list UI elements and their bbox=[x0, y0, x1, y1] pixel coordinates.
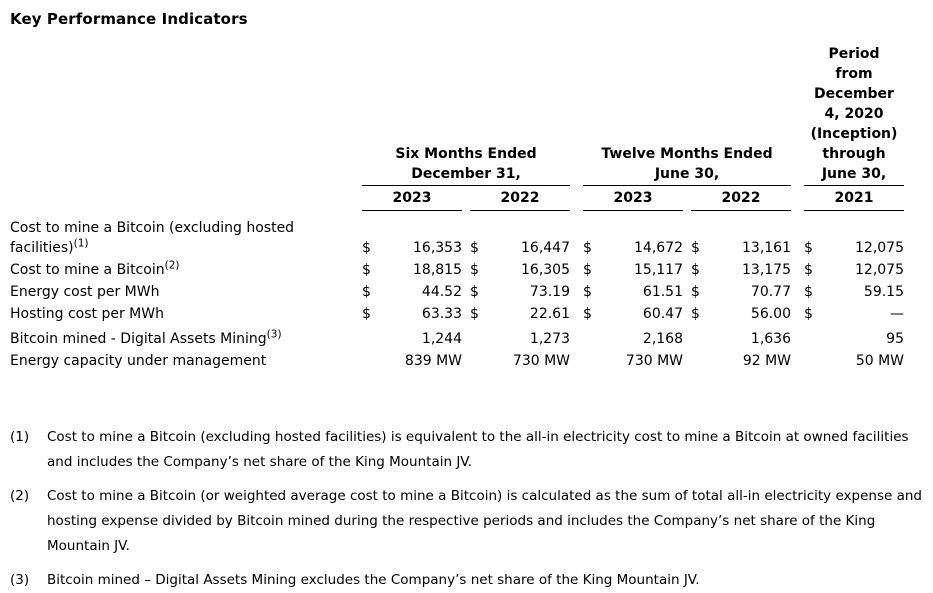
footnote bbox=[10, 425, 923, 475]
footnote bbox=[10, 484, 923, 559]
footnote-text: Cost to mine a Bitcoin (or weighted average cost to mine a Bitcoin) is calculated as the sum of total all-in electricity expense and hosting expense divided by Bitcoin mined during the respective periods and includes the Company’s net share of the King Mountain JV. bbox=[47, 488, 922, 554]
table-row bbox=[10, 260, 923, 280]
table-cell bbox=[583, 329, 683, 349]
cell-value: 12,075 bbox=[855, 262, 904, 278]
table-cell bbox=[583, 260, 683, 280]
cell-value: 1,273 bbox=[529, 331, 570, 347]
currency-symbol: $ bbox=[583, 306, 592, 322]
col-group-six-months-ended: Six Months Ended December 31, bbox=[362, 144, 570, 186]
table-cell bbox=[583, 282, 683, 302]
table-cell bbox=[470, 282, 570, 302]
row-label-text: Energy capacity under management bbox=[10, 353, 267, 369]
col-group-inception-period: Period from December 4, 2020 (Inception) through June 30, bbox=[804, 44, 904, 186]
footnote-ref: (2) bbox=[164, 259, 180, 272]
table-cell bbox=[470, 351, 570, 371]
cell-value: 73.19 bbox=[529, 284, 570, 300]
cell-value: 13,175 bbox=[742, 262, 791, 278]
table-row bbox=[10, 329, 923, 349]
col-group-twelve-months-ended: Twelve Months Ended June 30, bbox=[583, 144, 791, 186]
currency-symbol: $ bbox=[362, 284, 371, 300]
cell-value: 13,161 bbox=[742, 240, 791, 256]
cell-value: 59.15 bbox=[863, 284, 904, 300]
footnote-ref: (3) bbox=[266, 328, 282, 341]
table-cell bbox=[362, 260, 462, 280]
table-row bbox=[10, 351, 923, 371]
cell-value: 63.33 bbox=[421, 306, 462, 322]
currency-symbol: $ bbox=[362, 240, 371, 256]
table-cell bbox=[804, 282, 904, 302]
currency-symbol: $ bbox=[470, 306, 479, 322]
table-cell bbox=[362, 282, 462, 302]
table-cell bbox=[583, 304, 683, 324]
currency-symbol: $ bbox=[362, 306, 371, 322]
row-label-text: Hosting cost per MWh bbox=[10, 306, 164, 322]
cell-value: 18,815 bbox=[413, 262, 462, 278]
table-cell bbox=[804, 329, 904, 349]
table-row bbox=[10, 282, 923, 302]
footnote-marker: (1) bbox=[10, 429, 30, 445]
table-body bbox=[10, 218, 923, 371]
currency-symbol: $ bbox=[691, 306, 700, 322]
cell-value: 70.77 bbox=[750, 284, 791, 300]
table-cell bbox=[691, 282, 791, 302]
table-cell bbox=[470, 329, 570, 349]
cell-value: 50 MW bbox=[855, 353, 904, 369]
table-cell bbox=[691, 238, 791, 258]
cell-value: 839 MW bbox=[404, 353, 462, 369]
row-label bbox=[10, 329, 362, 349]
table-group-header-row bbox=[10, 44, 923, 186]
currency-symbol: $ bbox=[804, 284, 813, 300]
page-title: Key Performance Indicators bbox=[10, 10, 248, 28]
table-cell bbox=[470, 260, 570, 280]
table-cell bbox=[362, 238, 462, 258]
table-cell bbox=[362, 351, 462, 371]
footnote-text: Bitcoin mined – Digital Assets Mining excludes the Company’s net share of the King Mountain JV. bbox=[47, 572, 700, 588]
currency-symbol: $ bbox=[804, 240, 813, 256]
table-cell bbox=[804, 351, 904, 371]
cell-value: 2,168 bbox=[642, 331, 683, 347]
table-year-header-row bbox=[10, 186, 923, 211]
currency-symbol: $ bbox=[691, 262, 700, 278]
currency-symbol: $ bbox=[804, 262, 813, 278]
cell-value: 16,447 bbox=[521, 240, 570, 256]
currency-symbol: $ bbox=[691, 240, 700, 256]
table-cell bbox=[470, 238, 570, 258]
row-label bbox=[10, 282, 362, 302]
cell-value: 16,305 bbox=[521, 262, 570, 278]
row-label-text: Energy cost per MWh bbox=[10, 284, 160, 300]
table-cell bbox=[691, 260, 791, 280]
cell-value: 95 bbox=[886, 331, 904, 347]
table-cell bbox=[362, 329, 462, 349]
table-cell bbox=[583, 238, 683, 258]
footnote-marker: (2) bbox=[10, 488, 30, 504]
year-header: 2023 bbox=[362, 189, 462, 211]
year-header: 2022 bbox=[470, 189, 570, 211]
cell-value: 15,117 bbox=[634, 262, 683, 278]
cell-value: 61.51 bbox=[642, 284, 683, 300]
table-cell bbox=[583, 351, 683, 371]
currency-symbol: $ bbox=[470, 284, 479, 300]
row-label bbox=[10, 218, 362, 258]
cell-value: 16,353 bbox=[413, 240, 462, 256]
kpi-table bbox=[10, 44, 923, 371]
currency-symbol: $ bbox=[583, 240, 592, 256]
year-header: 2021 bbox=[804, 189, 904, 211]
currency-symbol: $ bbox=[583, 262, 592, 278]
currency-symbol: $ bbox=[583, 284, 592, 300]
cell-value: 12,075 bbox=[855, 240, 904, 256]
row-label-text: Bitcoin mined - Digital Assets Mining bbox=[10, 331, 267, 347]
cell-value: 44.52 bbox=[421, 284, 462, 300]
table-row bbox=[10, 218, 923, 258]
table-cell bbox=[362, 304, 462, 324]
footnote-marker: (3) bbox=[10, 572, 30, 588]
cell-value: 14,672 bbox=[634, 240, 683, 256]
cell-value: 60.47 bbox=[642, 306, 683, 322]
table-cell bbox=[470, 304, 570, 324]
cell-value: 730 MW bbox=[625, 353, 683, 369]
row-label bbox=[10, 304, 362, 324]
row-label bbox=[10, 351, 362, 371]
year-header: 2022 bbox=[691, 189, 791, 211]
row-label-text: Cost to mine a Bitcoin (excluding hosted facilities) bbox=[10, 220, 295, 256]
cell-value: 56.00 bbox=[750, 306, 791, 322]
table-cell bbox=[804, 260, 904, 280]
row-label bbox=[10, 260, 362, 280]
year-header: 2023 bbox=[583, 189, 683, 211]
table-cell bbox=[804, 304, 904, 324]
table-row bbox=[10, 304, 923, 324]
currency-symbol: $ bbox=[691, 284, 700, 300]
footnote bbox=[10, 568, 923, 593]
footnote-ref: (1) bbox=[73, 237, 89, 250]
table-cell bbox=[804, 238, 904, 258]
cell-value: 92 MW bbox=[742, 353, 791, 369]
cell-value: 730 MW bbox=[512, 353, 570, 369]
cell-value: — bbox=[890, 306, 904, 322]
currency-symbol: $ bbox=[804, 306, 813, 322]
footnotes-section bbox=[10, 425, 923, 593]
currency-symbol: $ bbox=[362, 262, 371, 278]
cell-value: 22.61 bbox=[529, 306, 570, 322]
table-cell bbox=[691, 351, 791, 371]
cell-value: 1,636 bbox=[750, 331, 791, 347]
table-cell bbox=[691, 329, 791, 349]
table-cell bbox=[691, 304, 791, 324]
footnote-text: Cost to mine a Bitcoin (excluding hosted facilities) is equivalent to the all-in electricity cost to mine a Bitcoin at owned facilities and includes the Company’s net share of the King Mountain JV. bbox=[47, 429, 909, 470]
currency-symbol: $ bbox=[470, 262, 479, 278]
cell-value: 1,244 bbox=[421, 331, 462, 347]
currency-symbol: $ bbox=[470, 240, 479, 256]
row-label-text: Cost to mine a Bitcoin bbox=[10, 262, 165, 278]
